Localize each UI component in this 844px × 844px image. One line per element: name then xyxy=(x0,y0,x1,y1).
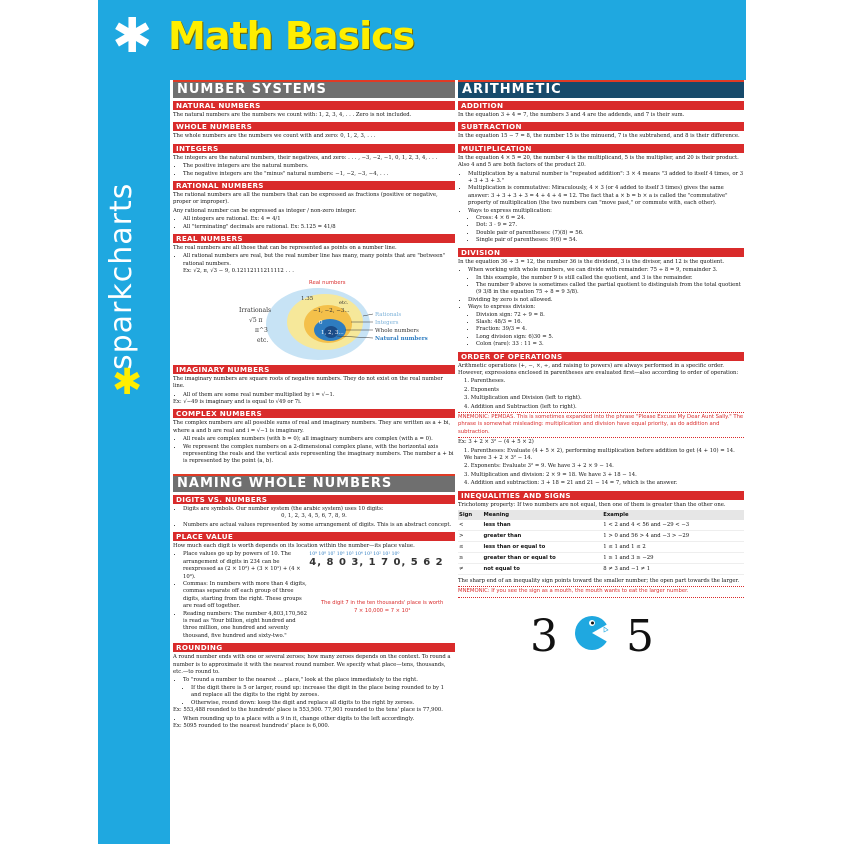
irrational-example: √5 π xyxy=(249,316,263,324)
column-header: Example xyxy=(602,510,744,520)
column-header: Sign xyxy=(458,510,483,520)
subheading-order: ORDER OF OPERATIONS xyxy=(458,352,744,361)
place-note-1: The digit 7 in the ten thousands' place is worth xyxy=(320,600,444,607)
division-text: In the equation 36 ÷ 3 = 12, the number 36 is the dividend, 3 is the divisor, and 12 is the quotient. xyxy=(458,258,725,265)
content-area xyxy=(170,80,746,844)
integers-text: The integers are the natural numbers, their negatives, and zero: . . . , −3, −2, −1, 0, 1, 2, 3, 4, . . . xyxy=(173,154,438,161)
place-note-2: 7 × 10,000 = 7 × 10⁴ xyxy=(353,607,411,614)
sign-cell: ≤ xyxy=(458,542,483,553)
meaning-cell: greater than or equal to xyxy=(483,553,603,564)
real-example: Ex: √2, π, √3 − 9, 0.12112111211112 . . . xyxy=(183,268,294,275)
list-item: • Ways to express division: xyxy=(468,304,744,311)
rational-example: 1.35 xyxy=(301,295,314,302)
irrationals-label: Irrationals xyxy=(239,306,272,314)
meaning-cell: greater than xyxy=(483,531,603,542)
subheading-division: DIVISION xyxy=(458,248,744,257)
list-item: • Place values go up by powers of 10. The arrangement of digits in 234 can be reexpressed as (2 × 10²) + (3 × 10¹) + (4 × 10⁰). xyxy=(183,551,309,581)
multiplication-list xyxy=(458,171,744,245)
order-example-step: 2. Exponents: Evaluate 3² = 9. We have 3 + 2 × 9 − 14. xyxy=(464,463,614,470)
whole-example: 0 xyxy=(319,319,323,326)
powers-row: 10⁹ 10⁸ 10⁷ 10⁶ 10⁵ 10⁴ 10³ 10² 10¹ 10⁰ xyxy=(309,552,400,558)
subheading-addition: ADDITION xyxy=(458,101,744,110)
list-item: • Dot: 3 · 9 = 27. xyxy=(476,222,744,229)
subheading-integers: INTEGERS xyxy=(173,144,455,153)
column-header: Meaning xyxy=(483,510,603,520)
subheading-imaginary: IMAGINARY NUMBERS xyxy=(173,365,455,374)
pupil-icon xyxy=(591,621,594,624)
list-item: • The negative integers are the "minus" natural numbers: −1, −2, −3, −4, . . . xyxy=(183,171,455,178)
table-row xyxy=(458,564,744,575)
mouth-figure xyxy=(458,599,744,659)
rounding-list-2 xyxy=(173,716,455,723)
list-item: • Numbers are actual values represented by some arrangement of digits. This is an abstract concept. xyxy=(183,522,455,529)
left-number: 3 xyxy=(530,610,558,659)
rational-text-2: Any rational number can be expressed as integer / non-zero integer. xyxy=(173,207,357,214)
list-item: • The positive integers are the natural numbers. xyxy=(183,163,455,170)
digits-list-2 xyxy=(173,522,455,529)
list-item: • When working with whole numbers, we can divide with remainder: 75 ÷ 8 = 9, remainder 3. xyxy=(468,267,744,274)
real-numbers-diagram xyxy=(173,278,455,362)
subheading-rounding: ROUNDING xyxy=(173,643,455,652)
order-example-step: 4. Addition and subtraction: 3 + 18 = 21 and 21 − 14 = 7, which is the answer. xyxy=(464,480,678,487)
number-sets-diagram xyxy=(173,278,455,362)
legend-natural: Natural numbers xyxy=(375,335,428,342)
left-column xyxy=(173,80,455,731)
inequalities-table xyxy=(458,510,744,575)
list-item: • All of them are some real number multiplied by i = √−1. xyxy=(183,392,455,399)
place-text: How much each digit is worth depends on its location within the number—its place value. xyxy=(173,542,415,549)
place-value-block xyxy=(173,551,455,640)
natural-example: 1, 2, 3... xyxy=(321,329,344,336)
imaginary-text: The imaginary numbers are square roots of negative numbers. They do not exist on the real number line. xyxy=(173,375,443,390)
rounding-example-2: Ex: 5095 rounded to the nearest hundreds' place is 6,000. xyxy=(173,722,330,729)
list-item: • Division sign: 72 ÷ 9 = 8. xyxy=(476,312,744,319)
table-row xyxy=(458,553,744,564)
order-step: 1. Parentheses. xyxy=(464,378,506,385)
subheading-natural: NATURAL NUMBERS xyxy=(173,101,455,110)
digits-line: 0, 1, 2, 3, 4, 5, 6, 7, 8, 9. xyxy=(281,513,347,520)
list-item: • Single pair of parentheses: 9(6) = 54. xyxy=(476,237,744,244)
pemdas-mnemonic: MNEMONIC: PEMDAS. This is sometimes expanded into the phrase "Please Excuse My Dear Aunt Sally." The phrase is somewhat misleading: multiplication and division have equal priority, as do addition and subtraction. xyxy=(458,412,744,438)
sign-cell: > xyxy=(458,531,483,542)
example-cell: 1 ≤ 1 and 1 ≤ 2 xyxy=(602,542,744,553)
list-item: • All reals are complex numbers (with b = 0); all imaginary numbers are complex (with a = 0). xyxy=(183,436,455,443)
brand-logo: sparkcharts xyxy=(104,182,139,370)
multiplication-text: In the equation 4 × 5 = 20, the number 4 is the multiplicand, 5 is the multiplier, and 20 is their product. Also 4 and 5 are both factors of the product 20. xyxy=(458,154,739,169)
subheading-multiplication: MULTIPLICATION xyxy=(458,144,744,153)
list-item: • Double pair of parentheses: (7)(8) = 56. xyxy=(476,230,744,237)
complex-list xyxy=(173,436,455,466)
list-item: • Long division sign: 6)30 = 5. xyxy=(476,334,744,341)
section-title-number-systems: NUMBER SYSTEMS xyxy=(173,80,455,98)
rational-text: The rational numbers are all the numbers that can be expressed as fractions (positive or negative, proper or improper). xyxy=(173,192,438,206)
order-example-step: 1. Parentheses: Evaluate (4 + 5 × 2), performing multiplication before addition to get (4 + 10) = 14. We have 3 + 2 × 3² − 14. xyxy=(464,447,735,462)
imaginary-list xyxy=(173,392,455,399)
order-example: Ex: 3 + 2 × 3² − (4 + 5 × 2) xyxy=(458,439,534,446)
place-names-spacer xyxy=(309,566,455,600)
addition-text: In the equation 3 + 4 = 7, the numbers 3 and 4 are the addends, and 7 is their sum. xyxy=(458,112,685,118)
division-list xyxy=(458,267,744,348)
imaginary-example: Ex: √−49 is imaginary and is equal to √49 or 7i. xyxy=(173,398,302,405)
subheading-digits: DIGITS VS. NUMBERS xyxy=(173,495,455,504)
subheading-complex: COMPLEX NUMBERS xyxy=(173,409,455,418)
list-item: • The number 9 above is sometimes called the partial quotient to distinguish from the total quotient (9 3/8 in the equation 75 ÷ 8 = 9 3/8). xyxy=(476,282,744,297)
example-cell: 1 < 2 and 4 < 56 and −29 < −3 xyxy=(602,520,744,531)
place-list xyxy=(173,551,309,640)
list-item: • Dividing by zero is not allowed. xyxy=(468,297,744,304)
subtraction-text: In the equation 15 − 7 = 8, the number 15 is the minuend, 7 is the subtrahend, and 8 is their difference. xyxy=(458,133,740,140)
order-step: 2. Exponents xyxy=(464,386,499,393)
example-cell: 1 ≥ 1 and 3 ≥ −29 xyxy=(602,553,744,564)
table-header-row xyxy=(458,510,744,520)
table-row xyxy=(458,542,744,553)
meaning-cell: less than or equal to xyxy=(483,542,603,553)
integer-example: −1, −2, −3... xyxy=(313,307,350,314)
inequalities-text-2: The sharp end of an inequality sign points toward the smaller number; the open part towards the larger. xyxy=(458,578,740,585)
real-list xyxy=(173,253,455,268)
meaning-cell: less than xyxy=(483,520,603,531)
subheading-inequalities: INEQUALITIES AND SIGNS xyxy=(458,491,744,500)
sign-cell: < xyxy=(458,520,483,531)
list-item: • Multiplication is commutative: Miraculously, 4 × 3 (or 4 added to itself 3 times) gives the same answer: 3 + 3 + 3 + 3 = 4 + 4 + 4 = 12. The fact that a × b = b × a is called the "commutative" property of multiplication (the two numbers can "move past," or commute with, each other). xyxy=(468,185,744,207)
etc-label: etc. xyxy=(339,299,349,306)
list-item: • Otherwise, round down: keep the digit and replace all digits to the right by zeroes. xyxy=(191,700,455,707)
subheading-place-value: PLACE VALUE xyxy=(173,532,455,541)
subheading-real: REAL NUMBERS xyxy=(173,234,455,243)
order-example-step: 3. Multiplication and division: 2 × 9 = 18. We have 3 + 18 − 14. xyxy=(464,471,637,478)
right-column xyxy=(458,80,744,659)
big-number: 4, 8 0 3, 1 7 0, 5 6 2 xyxy=(309,556,444,568)
list-item: • When rounding up to a place with a 9 in it, change other digits to the left accordingly. xyxy=(183,716,455,723)
example-cell: 8 ≠ 3 and −1 ≠ 1 xyxy=(602,564,744,575)
list-item: • Fraction: 39/3 = 4. xyxy=(476,326,744,333)
mouth-mnemonic: MNEMONIC: If you see the sign as a mouth, the mouth wants to eat the larger number. xyxy=(458,586,744,597)
rounding-example-1: Ex: 553,488 rounded to the hundreds' place is 553,500. 77,901 rounded to the tens' place is 77,900. xyxy=(173,707,443,714)
list-item: • To "round a number to the nearest ... place," look at the place immediately to the right. xyxy=(183,677,455,684)
irrational-example: etc. xyxy=(257,336,269,344)
list-item: • Multiplication by a natural number is "repeated addition": 3 × 4 means "3 added to itself 4 times, or 3 + 3 + 3 + 3." xyxy=(468,171,744,186)
order-text: Arithmetic operations (+, −, ×, ÷, and raising to powers) are always performed in a specific order. However, expressions enclosed in parentheses are evaluated first—also according to order of operation: xyxy=(458,362,739,376)
list-item: • Cross: 4 × 6 = 24. xyxy=(476,215,744,222)
list-item: • Ways to express multiplication: xyxy=(468,208,744,215)
asterisk-icon: ✱ xyxy=(112,8,153,64)
complex-text: The complex numbers are all possible sums of real and imaginary numbers. They are written as a + bi, where a and b are real and i = √−1 is imaginary. xyxy=(173,420,451,434)
section-title-naming: NAMING WHOLE NUMBERS xyxy=(173,474,455,492)
list-item: • Commas: In numbers with more than 4 digits, commas separate off each group of three digits, starting from the right. These groups are read off together. xyxy=(183,581,309,611)
inequalities-text: Trichotomy property: If two numbers are not equal, then one of them is greater than the other one. xyxy=(458,501,726,508)
sign-cell: ≥ xyxy=(458,553,483,564)
rounding-list xyxy=(173,677,455,707)
meaning-cell: not equal to xyxy=(483,564,603,575)
page-title: Math Basics xyxy=(168,14,415,58)
list-item: • We represent the complex numbers on a 2-dimensional complex plane, with the horizontal axis representing the reals and the vertical axis representing the imaginary numbers. The number a + bi is represented by the point (a, b). xyxy=(183,444,455,466)
table-row xyxy=(458,531,744,542)
list-item: • In this example, the number 9 is still called the quotient, and 3 is the remainder. xyxy=(476,275,744,282)
star-icon: ✱ xyxy=(112,362,143,403)
list-item: • Digits are symbols. Our number system (the arabic system) uses 10 digits: xyxy=(183,506,455,513)
order-step: 3. Multiplication and Division (left to right). xyxy=(464,395,582,402)
order-step: 4. Addition and Subtraction (left to right). xyxy=(464,403,577,410)
list-item: • All rational numbers are real, but the real number line has many, many points that are "between" rational numbers. xyxy=(183,253,455,268)
place-value-figure xyxy=(309,551,455,640)
irrational-example: π^3 xyxy=(255,326,268,334)
integers-list xyxy=(173,163,455,178)
section-title-arithmetic: ARITHMETIC xyxy=(458,80,744,98)
list-item: • Reading numbers: The number 4,803,170,562 is read as "four billion, eight hundred and three million, one hundred and seventy thousand, five hundred and sixty-two." xyxy=(183,611,309,641)
digits-list xyxy=(173,506,455,513)
list-item: • Slash: 48/3 = 16. xyxy=(476,319,744,326)
legend-rationals: Rationals xyxy=(375,311,402,318)
legend-integers: Integers xyxy=(375,319,399,326)
list-item: • All "terminating" decimals are rational. Ex: 5.125 = 41/8 xyxy=(183,224,455,231)
real-text: The real numbers are all those that can be represented as points on a number line. xyxy=(173,245,397,252)
subheading-whole: WHOLE NUMBERS xyxy=(173,122,455,131)
example-cell: 1 > 0 and 56 > 4 and −3 > −29 xyxy=(602,531,744,542)
list-item: • All integers are rational. Ex: 4 = 4/1 xyxy=(183,216,455,223)
right-number: 5 xyxy=(626,610,654,659)
sign-cell: ≠ xyxy=(458,564,483,575)
mouth-illustration xyxy=(458,599,744,659)
rounding-text: A round number ends with one or several zeroes; how many zeroes depends on the context. To round a number is to approximate it with the nearest round number. We specify what place—tens, thousands, etc.—to round to. xyxy=(173,654,451,676)
list-item: • If the digit there is 5 or larger, round up: increase the digit in the place being rounded to by 1 and replace all the digits to the right by zeroes. xyxy=(191,685,455,700)
rational-list xyxy=(173,216,455,231)
real-label: Real numbers xyxy=(309,279,346,286)
list-item: • Colon (rare): 33 : 11 = 3. xyxy=(476,341,744,348)
natural-text: The natural numbers are the numbers we count with: 1, 2, 3, 4, . . . Zero is not included. xyxy=(173,112,412,118)
subheading-subtraction: SUBTRACTION xyxy=(458,122,744,131)
legend-whole: Whole numbers xyxy=(375,327,419,334)
subheading-rational: RATIONAL NUMBERS xyxy=(173,181,455,190)
whole-text: The whole numbers are the numbers we count with and zero: 0, 1, 2, 3, . . . xyxy=(173,133,376,140)
table-row xyxy=(458,520,744,531)
